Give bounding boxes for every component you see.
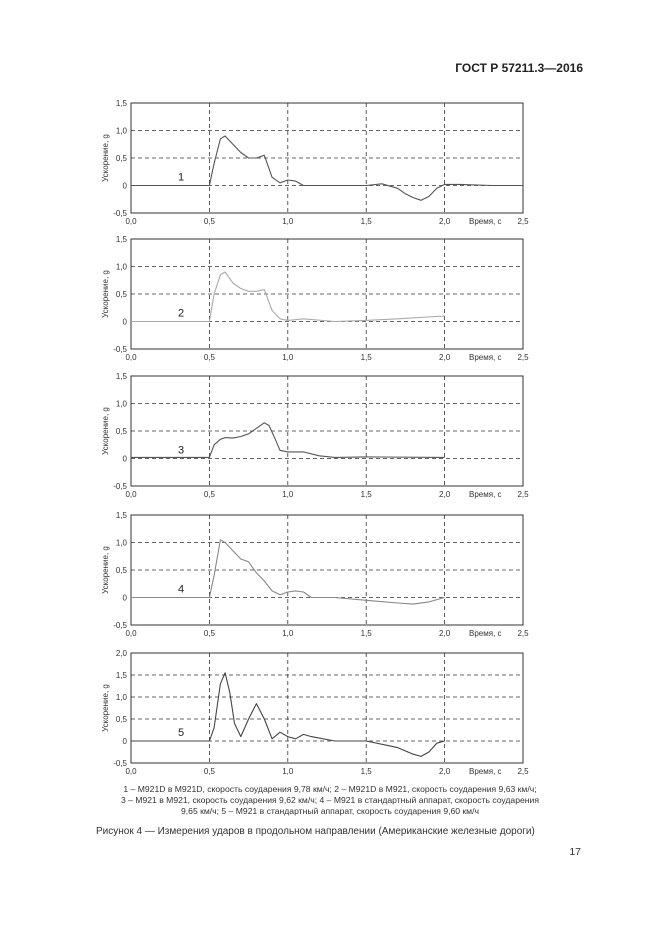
x-tick-label: 2,0 [439,490,451,499]
x-tick-label: 0,0 [125,490,137,499]
x-tick-label: 2,5 [517,629,529,638]
x-tick-label: 2,5 [517,767,529,776]
x-tick-label: 2,5 [517,490,529,499]
series-label-1: 1 [178,171,185,184]
y-tick-label: -0,5 [113,209,127,218]
x-tick-label: 2,0 [439,353,451,362]
y-axis-label: Ускорение, g [101,684,110,732]
y-tick-label: 1,0 [115,262,127,272]
y-tick-label: 1,5 [115,372,127,381]
y-tick-label: 1,5 [115,671,127,680]
x-tick-label: 0,0 [125,217,137,226]
y-tick-label: 0,5 [115,427,127,436]
x-tick-label: 2,0 [439,629,451,638]
series-label-5: 5 [178,727,185,739]
y-tick-label: 0,5 [115,715,127,724]
chart-panel-3 [101,372,529,499]
y-axis-label: Ускорение, g [101,134,110,182]
x-tick-label: 2,5 [517,217,529,226]
x-tick-label: 0,5 [203,629,215,638]
y-tick-label: 1,0 [115,538,127,548]
y-tick-label: 1,5 [115,99,127,108]
figure-title: Рисунок 4 — Измерения ударов в продольном направлении (Американские железные дороги) [96,826,535,837]
x-axis-label: Время, c [469,353,502,362]
x-axis-label: Время, c [469,767,502,776]
x-tick-label: 1,5 [360,629,372,638]
y-tick-label: 0,5 [115,154,127,163]
y-tick-label: 1,0 [115,693,127,702]
x-tick-label: 1,0 [282,629,294,638]
x-axis-label: Время, c [469,217,502,226]
x-tick-label: 0,5 [203,353,215,362]
y-tick-label: -0,5 [113,482,127,491]
y-tick-label: 0 [122,737,127,746]
x-tick-label: 1,5 [360,490,372,499]
y-axis-label: Ускорение, g [101,407,110,455]
y-tick-label: 2,0 [115,649,127,658]
x-tick-label: 2,0 [439,217,451,226]
x-tick-label: 1,5 [360,217,372,226]
series-line-5 [131,673,445,757]
document-code: ГОСТ Р 57211.3—2016 [455,61,583,75]
x-tick-label: 1,0 [282,353,294,362]
x-tick-label: 1,5 [360,353,372,362]
y-tick-label: -0,5 [113,345,127,354]
chart-panel-5 [101,649,529,776]
x-tick-label: 1,0 [282,217,294,226]
chart-panel-1 [101,99,529,226]
y-axis-label: Ускорение, g [101,546,110,594]
x-tick-label: 0,0 [125,767,137,776]
y-tick-label: 0 [122,454,127,464]
chart-panel-4 [101,511,529,638]
x-tick-label: 1,0 [282,767,294,776]
y-tick-label: 0,5 [115,566,127,575]
x-tick-label: 1,5 [360,767,372,776]
y-tick-label: -0,5 [113,759,127,768]
y-tick-label: 0 [122,317,127,327]
series-label-3: 3 [178,444,185,457]
y-tick-label: 1,0 [115,399,127,409]
x-tick-label: 0,5 [203,217,215,226]
page-number: 17 [569,846,581,858]
y-tick-label: 1,5 [115,235,127,244]
x-axis-label: Время, c [469,629,502,638]
x-tick-label: 0,5 [203,490,215,499]
figure-legend-caption: 1 – M921D в M921D, скорость соударения 9,78 км/ч; 2 – M921D в M921, скорость соударения 9,63 км/ч; 3 – M921 в M921, скорость соударения 9,62 км/ч; 4 – M921 в стандартный аппарат, скорость соударения 9,65 км/ч; 5 – M921 в стандартный аппарат, скорость соударения 9,60 км/ч [121,784,539,817]
plot-frame [131,653,523,763]
y-tick-label: 0,5 [115,290,127,299]
x-tick-label: 0,0 [125,353,137,362]
x-tick-label: 2,0 [439,767,451,776]
series-line-1 [131,136,523,200]
y-tick-label: 1,5 [115,511,127,520]
x-axis-label: Время, c [469,490,502,499]
y-tick-label: 1,0 [115,126,127,136]
y-axis-label: Ускорение, g [101,270,110,318]
chart-panel-2 [101,235,529,362]
x-tick-label: 1,0 [282,490,294,499]
x-tick-label: 2,5 [517,353,529,362]
y-tick-label: -0,5 [113,621,127,630]
y-tick-label: 0 [122,593,127,603]
x-tick-label: 0,5 [203,767,215,776]
x-tick-label: 0,0 [125,629,137,638]
series-label-2: 2 [178,307,185,320]
y-tick-label: 0 [122,181,127,191]
series-label-4: 4 [178,583,185,596]
